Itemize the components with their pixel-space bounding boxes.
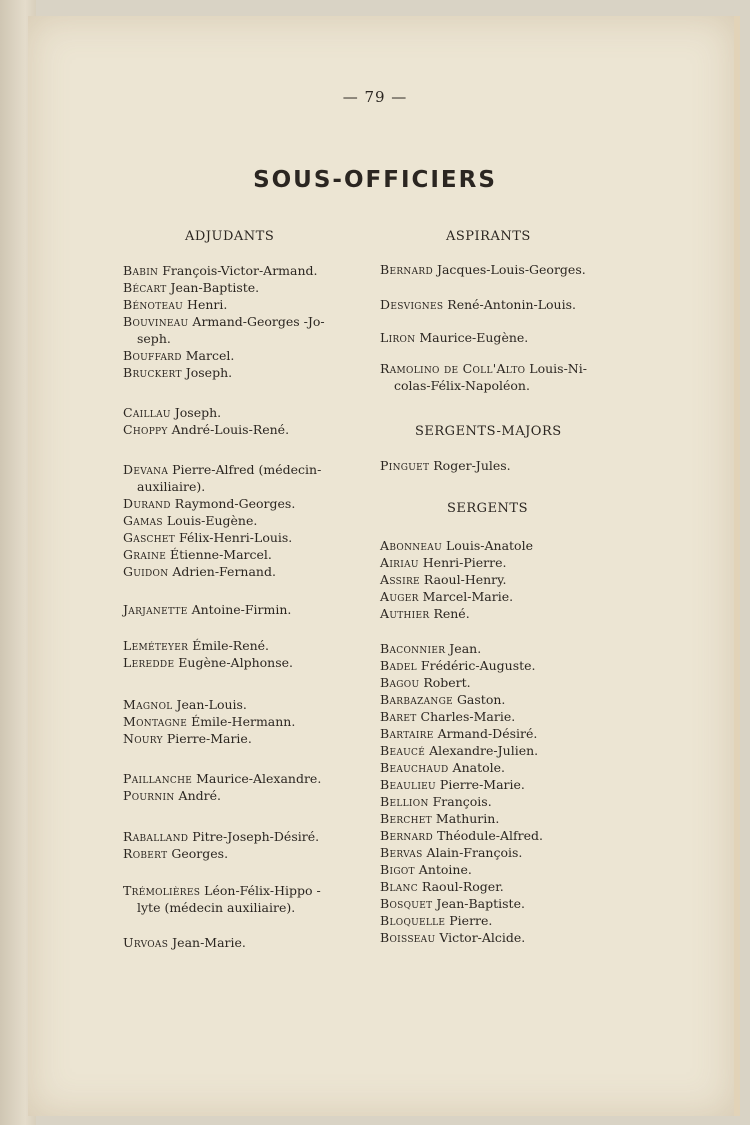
surname: Montagne	[123, 714, 188, 729]
roster-entry	[123, 882, 321, 916]
surname: Jarjanette	[123, 602, 188, 617]
surname: Bouvineau	[123, 314, 189, 329]
roster-entry	[380, 554, 506, 571]
roster-entry	[380, 878, 504, 895]
roster-entry	[123, 529, 292, 546]
given-names: Eugène-Alphonse.	[174, 655, 293, 670]
surname: Noury	[123, 731, 163, 746]
given-names: Alain-François.	[422, 845, 523, 860]
given-names: Frédéric-Auguste.	[416, 658, 536, 673]
given-names: Maurice-Eugène.	[415, 330, 529, 345]
surname: Beaucé	[380, 743, 426, 758]
surname: Blanc	[380, 879, 418, 894]
given-names: Gaston.	[452, 692, 506, 707]
given-names: Pierre-Marie.	[435, 777, 525, 792]
roster-entry	[380, 929, 525, 946]
surname: Raballand	[123, 829, 189, 844]
surname: Baconnier	[380, 641, 446, 656]
heading-adjudants: ADJUDANTS	[185, 229, 275, 244]
given-names: André-Louis-René.	[167, 422, 290, 437]
given-names: Armand-Georges -Jo-	[188, 314, 325, 329]
surname: Bernard	[380, 828, 433, 843]
roster-entry	[380, 640, 481, 657]
surname: Ramolino de Coll'Alto	[380, 361, 526, 376]
given-names: Félix-Henri-Louis.	[175, 530, 293, 545]
roster-entry	[380, 691, 505, 708]
roster-entry	[123, 262, 318, 279]
surname: Gamas	[123, 513, 163, 528]
surname: Assire	[380, 572, 420, 587]
given-names: Émile-Hermann.	[187, 714, 296, 729]
roster-entry	[380, 827, 543, 844]
given-names: Antoine-Firmin.	[187, 602, 292, 617]
roster-entry	[123, 364, 232, 381]
given-names: Louis-Ni-	[525, 361, 587, 376]
surname: Liron	[380, 330, 416, 345]
given-names: André.	[174, 788, 221, 803]
given-names: Raoul-Roger.	[417, 879, 504, 894]
given-names: Robert.	[419, 675, 471, 690]
roster-entry	[123, 296, 227, 313]
given-names: Marcel.	[181, 348, 235, 363]
surname: Paillanche	[123, 771, 193, 786]
given-names: Théodule-Alfred.	[433, 828, 543, 843]
surname: Bloquelle	[380, 913, 446, 928]
surname: Bartaire	[380, 726, 434, 741]
surname: Bellion	[380, 794, 429, 809]
roster-entry	[380, 588, 513, 605]
roster-entry	[123, 828, 319, 845]
roster-entry	[380, 261, 586, 278]
roster-entry	[123, 601, 291, 618]
surname: Robert	[123, 846, 168, 861]
given-names: Mathurin.	[431, 811, 500, 826]
roster-entry	[380, 776, 525, 793]
surname: Graine	[123, 547, 167, 562]
entry-continuation: auxiliaire).	[137, 479, 206, 494]
surname: Bouffard	[123, 348, 182, 363]
roster-entry	[123, 845, 228, 862]
roster-entry	[380, 296, 576, 313]
surname: Pournin	[123, 788, 175, 803]
roster-entry	[380, 674, 471, 691]
roster-entry	[380, 912, 492, 929]
given-names: Jean.	[445, 641, 482, 656]
surname: Leredde	[123, 655, 175, 670]
roster-entry	[380, 895, 525, 912]
given-names: Marcel-Marie.	[418, 589, 514, 604]
given-names: François-Victor-Armand.	[158, 263, 318, 278]
roster-entry	[380, 793, 492, 810]
given-names: Raymond-Georges.	[170, 496, 296, 511]
given-names: Pierre.	[445, 913, 493, 928]
given-names: Joseph.	[181, 365, 233, 380]
given-names: Henri.	[183, 297, 228, 312]
entry-continuation: colas-Félix-Napoléon.	[394, 378, 530, 393]
roster-entry	[123, 512, 257, 529]
roster-entry	[380, 605, 470, 622]
roster-entry	[380, 759, 505, 776]
given-names: Adrien-Fernand.	[168, 564, 276, 579]
surname: Magnol	[123, 697, 173, 712]
surname: Choppy	[123, 422, 168, 437]
given-names: Émile-René.	[188, 638, 270, 653]
given-names: Jean-Louis.	[172, 697, 247, 712]
roster-entry	[123, 787, 221, 804]
roster-entry	[123, 637, 269, 654]
surname: Bigot	[380, 862, 415, 877]
surname: Boisseau	[380, 930, 436, 945]
surname: Bénoteau	[123, 297, 184, 312]
roster-entry	[123, 713, 295, 730]
surname: Baret	[380, 709, 417, 724]
roster-entry	[123, 313, 325, 347]
given-names: René.	[429, 606, 470, 621]
roster-entry	[123, 696, 247, 713]
surname: Beaulieu	[380, 777, 436, 792]
given-names: Charles-Marie.	[416, 709, 516, 724]
page-title: SOUS-OFFICIERS	[253, 167, 497, 193]
roster-entry	[380, 457, 511, 474]
entry-continuation: seph.	[137, 331, 171, 346]
given-names: Antoine.	[414, 862, 472, 877]
roster-entry	[123, 730, 252, 747]
roster-entry	[380, 360, 587, 394]
surname: Caillau	[123, 405, 171, 420]
surname: Durand	[123, 496, 171, 511]
roster-entry	[123, 461, 321, 495]
given-names: Raoul-Henry.	[419, 572, 507, 587]
given-names: Henri-Pierre.	[418, 555, 507, 570]
given-names: Pierre-Marie.	[162, 731, 252, 746]
surname: Barbazange	[380, 692, 453, 707]
roster-entry	[123, 934, 246, 951]
page-number: — 79 —	[342, 88, 408, 106]
heading-sergents-majors: SERGENTS-MAJORS	[415, 424, 562, 439]
given-names: Joseph.	[170, 405, 222, 420]
roster-entry	[380, 329, 528, 346]
given-names: Étienne-Marcel.	[166, 547, 272, 562]
given-names: Armand-Désiré.	[433, 726, 538, 741]
given-names: Louis-Anatole	[442, 538, 533, 553]
given-names: Victor-Alcide.	[435, 930, 526, 945]
surname: Authier	[380, 606, 430, 621]
surname: Babin	[123, 263, 159, 278]
given-names: Léon-Félix-Hippo -	[200, 883, 321, 898]
given-names: Anatole.	[448, 760, 505, 775]
roster-entry	[380, 742, 538, 759]
roster-entry	[380, 657, 536, 674]
roster-entry	[380, 725, 537, 742]
given-names: Jean-Marie.	[168, 935, 246, 950]
roster-entry	[123, 563, 276, 580]
roster-entry	[380, 810, 499, 827]
roster-entry	[123, 279, 259, 296]
roster-entry	[123, 404, 221, 421]
heading-aspirants: ASPIRANTS	[446, 229, 531, 244]
surname: Abonneau	[380, 538, 442, 553]
surname: Devana	[123, 462, 169, 477]
surname: Leméteyer	[123, 638, 189, 653]
roster-entry	[123, 421, 289, 438]
surname: Bervas	[380, 845, 423, 860]
surname: Bosquet	[380, 896, 433, 911]
heading-sergents: SERGENTS	[447, 501, 529, 516]
entry-continuation: lyte (médecin auxiliaire).	[137, 900, 296, 915]
surname: Airiau	[380, 555, 419, 570]
given-names: René-Antonin-Louis.	[443, 297, 576, 312]
given-names: François.	[428, 794, 492, 809]
given-names: Louis-Eugène.	[162, 513, 258, 528]
roster-entry	[380, 861, 472, 878]
roster-entry	[123, 770, 321, 787]
surname: Bernard	[380, 262, 433, 277]
given-names: Jean-Baptiste.	[166, 280, 260, 295]
surname: Guidon	[123, 564, 169, 579]
given-names: Pierre-Alfred (médecin-	[168, 462, 322, 477]
surname: Pinguet	[380, 458, 430, 473]
roster-entry	[123, 546, 272, 563]
roster-entry	[123, 654, 293, 671]
given-names: Maurice-Alexandre.	[192, 771, 322, 786]
roster-entry	[380, 537, 533, 554]
given-names: Pitre-Joseph-Désiré.	[188, 829, 320, 844]
surname: Bagou	[380, 675, 420, 690]
surname: Berchet	[380, 811, 432, 826]
given-names: Jacques-Louis-Georges.	[433, 262, 586, 277]
surname: Auger	[380, 589, 419, 604]
surname: Bruckert	[123, 365, 182, 380]
surname: Gaschet	[123, 530, 176, 545]
given-names: Jean-Baptiste.	[432, 896, 525, 911]
given-names: Roger-Jules.	[429, 458, 511, 473]
given-names: Alexandre-Julien.	[425, 743, 539, 758]
roster-entry	[380, 571, 507, 588]
roster-entry	[380, 708, 515, 725]
roster-entry	[123, 347, 234, 364]
roster-entry	[380, 844, 522, 861]
surname: Beauchaud	[380, 760, 449, 775]
roster-entry	[123, 495, 295, 512]
surname: Bécart	[123, 280, 167, 295]
surname: Badel	[380, 658, 417, 673]
surname: Trémolières	[123, 883, 201, 898]
given-names: Georges.	[167, 846, 229, 861]
surname: Desvignes	[380, 297, 444, 312]
surname: Urvoas	[123, 935, 169, 950]
